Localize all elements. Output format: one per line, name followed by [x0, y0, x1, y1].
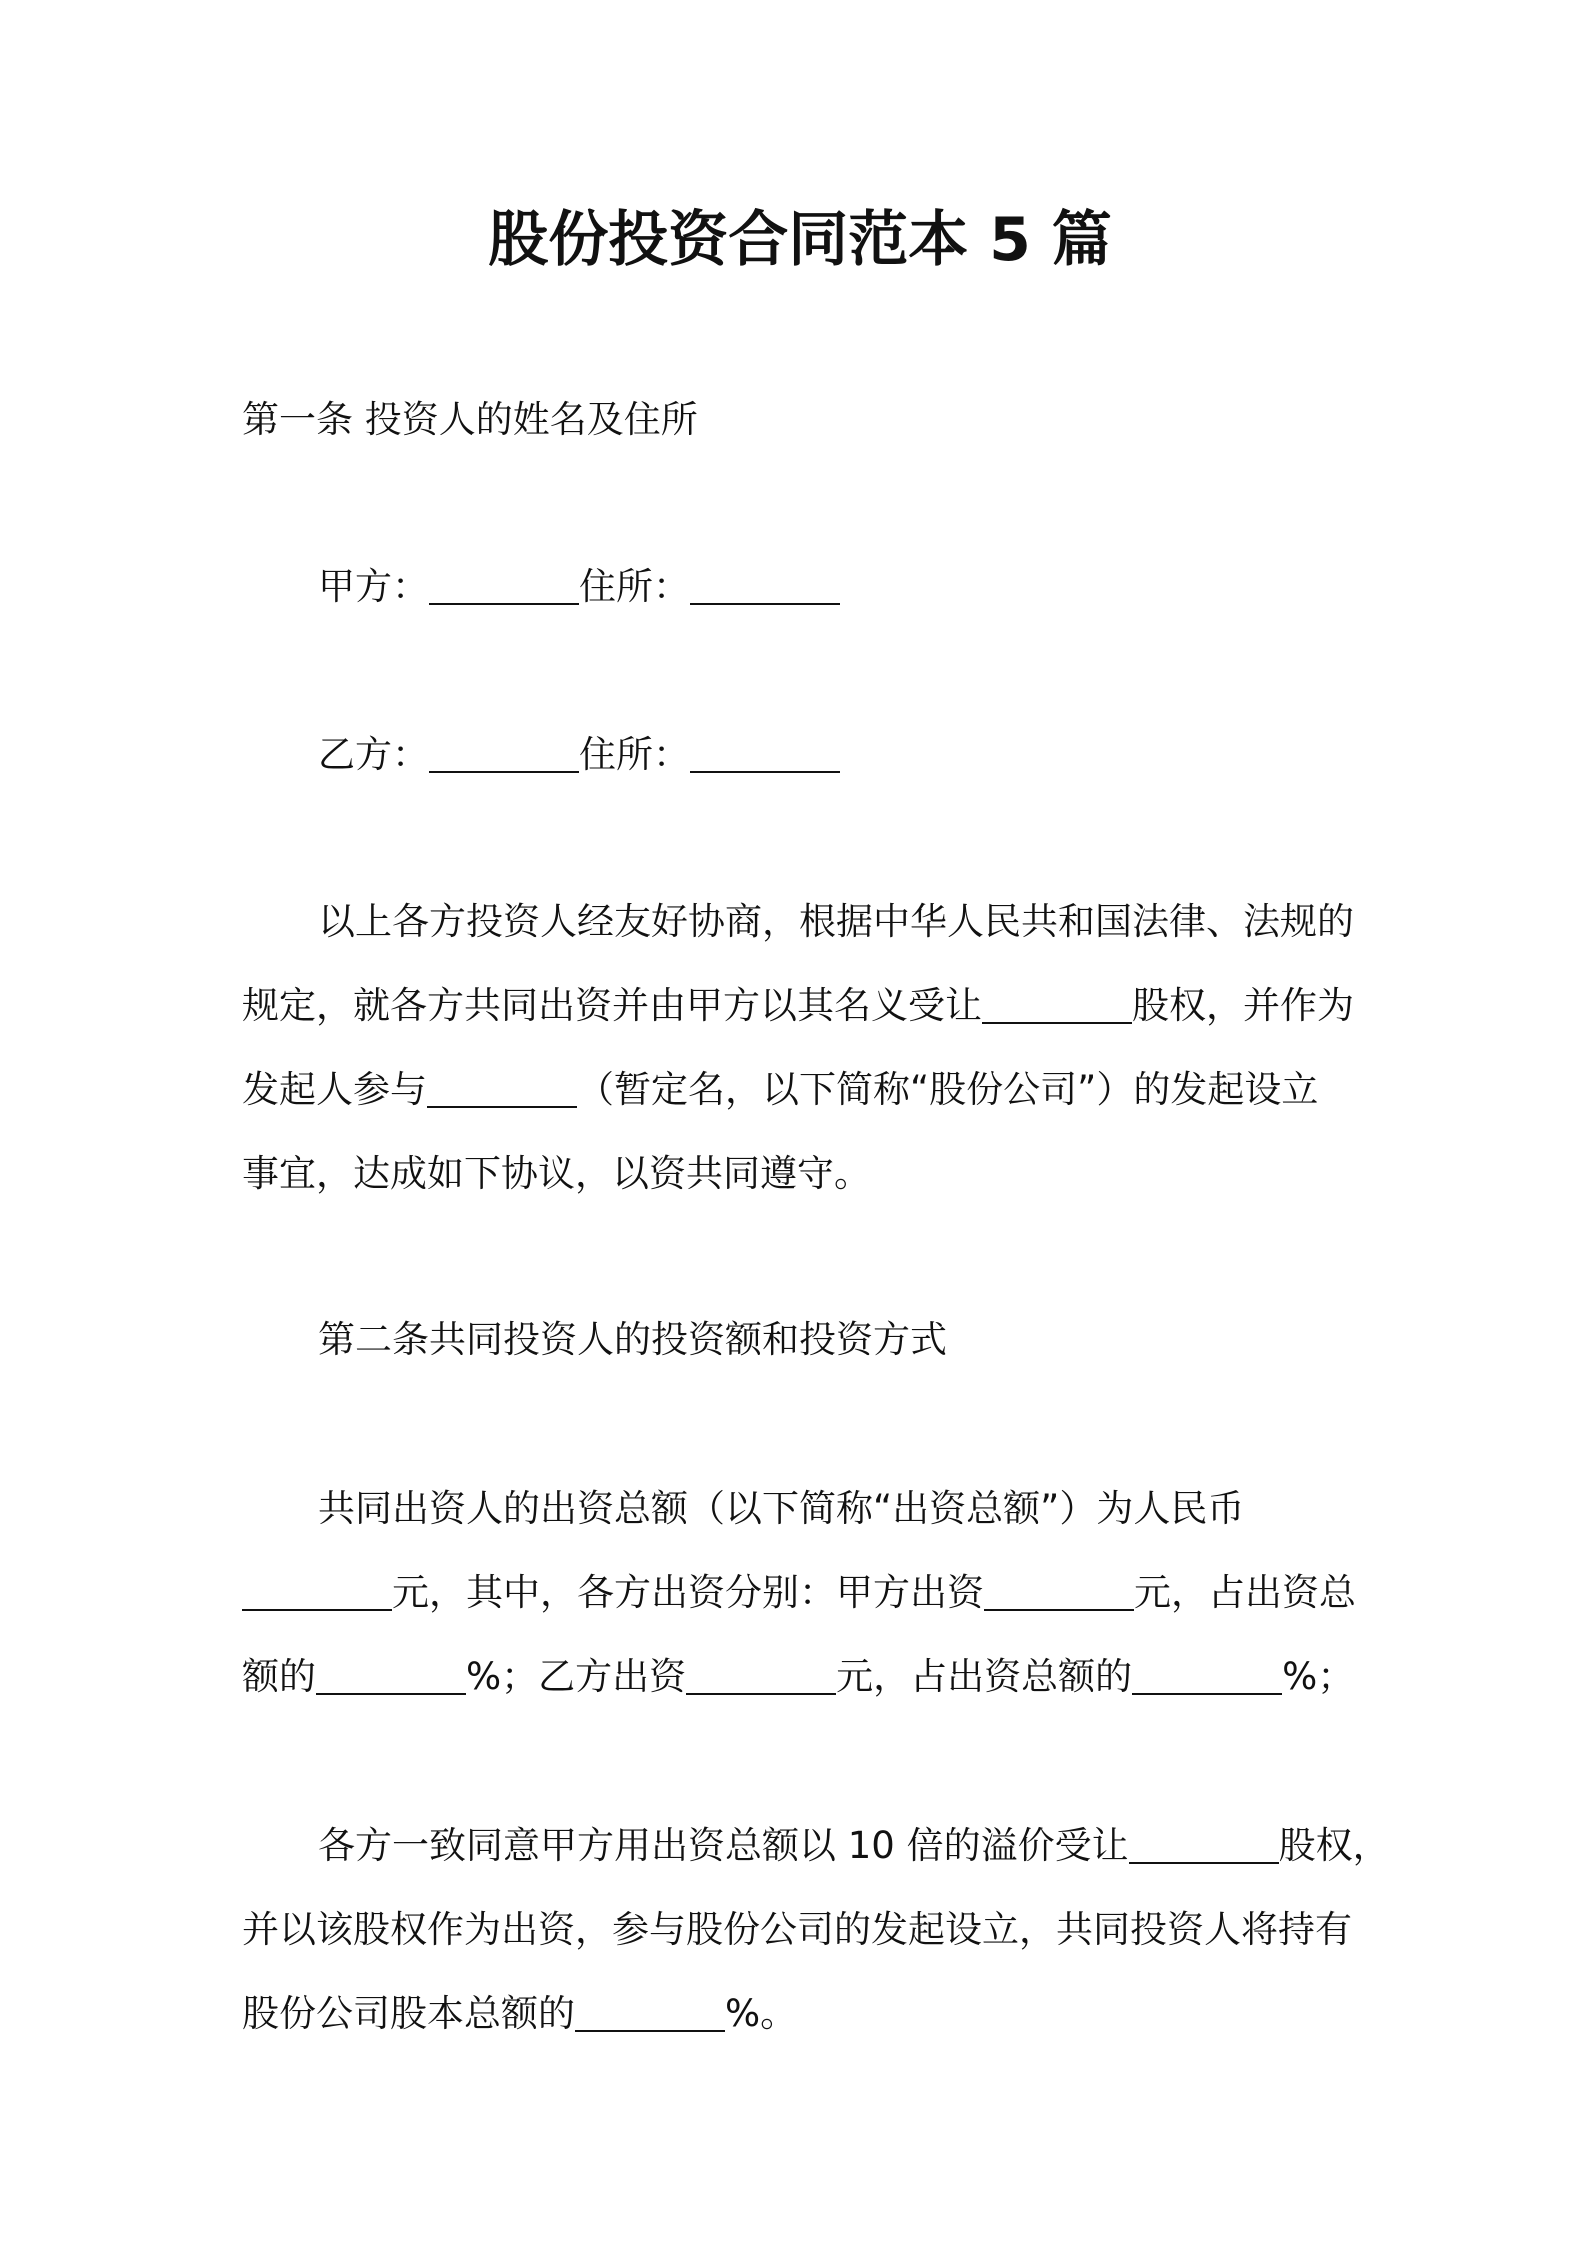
text-line	[242, 1804, 1390, 1888]
text-segment: 股权，并作为	[1132, 984, 1354, 1027]
text-segment: 共同出资人的出资总额（以下简称“出资总额”）为人民币	[318, 1487, 1245, 1530]
party-a	[242, 545, 840, 629]
text-line	[242, 1635, 1356, 1719]
text-segment: %。	[725, 1992, 798, 2035]
text-line	[242, 1972, 1390, 2056]
text-segment: 元，占出资总	[1134, 1571, 1356, 1614]
text-segment: 股份公司股本总额的	[242, 1992, 575, 2035]
text-segment: 额的	[242, 1655, 316, 1698]
text-segment: 以上各方投资人经友好协商，根据中华人民共和国法律、法规的	[318, 900, 1354, 943]
fill-in-blank	[242, 1608, 392, 1611]
text-segment: 元，其中，各方出资分别：甲方出资	[392, 1571, 984, 1614]
fill-in-blank	[316, 1692, 466, 1695]
text-line	[242, 1888, 1390, 1972]
text-segment: 事宜，达成如下协议，以资共同遵守。	[242, 1152, 871, 1195]
fill-in-blank	[429, 602, 579, 605]
text-segment: 元，占出资总额的	[836, 1655, 1133, 1698]
text-segment: 住所：	[579, 565, 690, 608]
text-segment: %；	[1282, 1655, 1355, 1698]
text-line	[242, 1467, 1356, 1551]
text-line	[242, 1298, 947, 1382]
fill-in-blank	[429, 770, 579, 773]
text-line	[242, 880, 1354, 964]
text-line	[242, 545, 840, 629]
fill-in-blank	[575, 2029, 725, 2032]
party-b	[242, 713, 840, 797]
article-2-heading	[242, 1298, 947, 1382]
text-segment: %；乙方出资	[466, 1655, 687, 1698]
text-segment: 第一条 投资人的姓名及住所	[242, 398, 698, 441]
text-segment: 第二条共同投资人的投资额和投资方式	[318, 1318, 947, 1361]
article-1-heading	[242, 378, 698, 462]
fill-in-blank	[1129, 1861, 1279, 1864]
text-segment: 规定，就各方共同出资并由甲方以其名义受让	[242, 984, 982, 1027]
fill-in-blank	[1132, 1692, 1282, 1695]
text-line	[242, 1132, 1354, 1216]
preamble	[242, 880, 1354, 1216]
text-segment: （暂定名，以下简称“股份公司”）的发起设立	[577, 1068, 1319, 1111]
text-segment: 住所：	[579, 733, 690, 776]
equity-transfer	[242, 1804, 1390, 2056]
fill-in-blank	[982, 1021, 1132, 1024]
text-line	[242, 964, 1354, 1048]
fill-in-blank	[690, 770, 840, 773]
fill-in-blank	[427, 1105, 577, 1108]
text-segment: 并以该股权作为出资，参与股份公司的发起设立，共同投资人将持有	[242, 1908, 1352, 1951]
text-line	[242, 1048, 1354, 1132]
fill-in-blank	[690, 602, 840, 605]
text-segment: 发起人参与	[242, 1068, 427, 1111]
text-segment: 乙方：	[318, 733, 429, 776]
investment-amount	[242, 1467, 1356, 1719]
document-title: 股份投资合同范本 5 篇	[488, 205, 1112, 275]
text-line	[242, 1551, 1356, 1635]
fill-in-blank	[686, 1692, 836, 1695]
fill-in-blank	[984, 1608, 1134, 1611]
text-segment: 股权，	[1278, 1824, 1390, 1867]
text-segment: 甲方：	[318, 565, 429, 608]
text-line	[242, 713, 840, 797]
text-line	[242, 378, 698, 462]
text-segment: 各方一致同意甲方用出资总额以 10 倍的溢价受让	[318, 1824, 1129, 1867]
